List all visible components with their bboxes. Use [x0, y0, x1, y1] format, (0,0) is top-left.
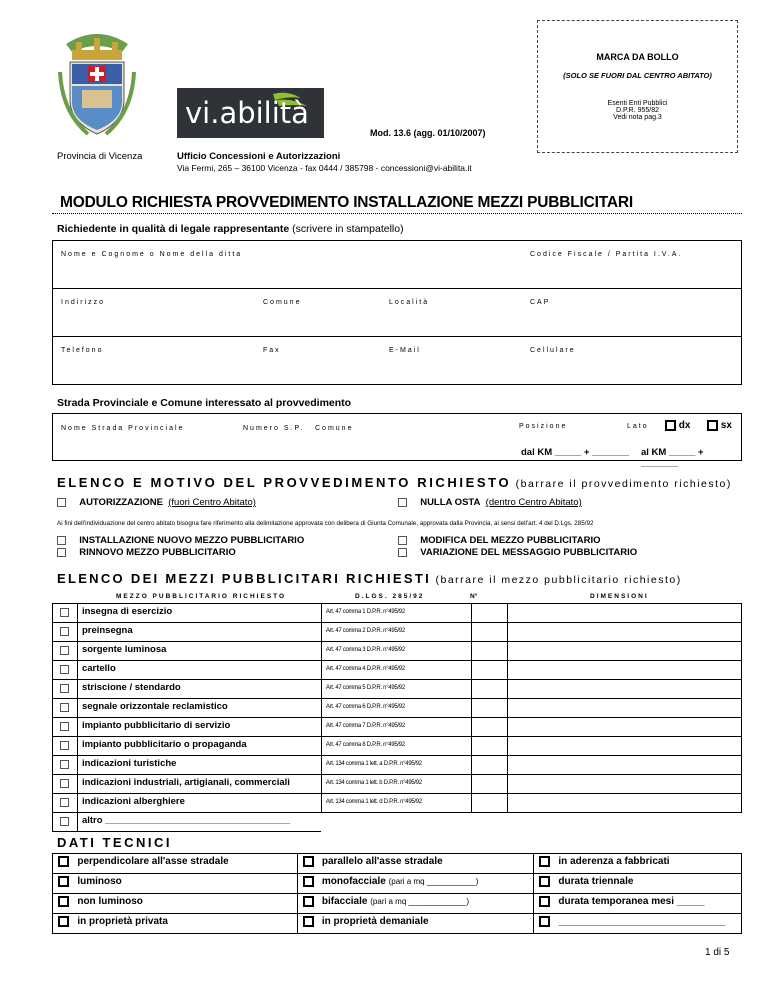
quantity-field[interactable] — [471, 699, 508, 718]
to-km-field[interactable]: al KM _____ + _______ — [641, 447, 704, 469]
mezzo-reference: Art. 47 comma 2 D.P.R. n°495/92 — [321, 623, 471, 642]
road-heading: Strada Provinciale e Comune interessato al provvedimento — [57, 397, 352, 409]
r2b: monofacciale — [321, 876, 386, 888]
opt2-label: RINNOVO MEZZO PUBBLICITARIO — [79, 547, 236, 558]
title-underline — [52, 213, 742, 214]
address-field-label[interactable]: Indirizzo — [61, 299, 106, 306]
page-title: MODULO RICHIESTA PROVVEDIMENTO INSTALLAZIONE MEZZI PUBBLICITARI — [60, 194, 633, 211]
motivo-title: ELENCO E MOTIVO DEL PROVVEDIMENTO RICHIESTO — [57, 475, 512, 490]
mezzo-reference: Art. 47 comma 1 D.P.R. n°495/92 — [321, 604, 471, 623]
r2-note: (pari a mq ___________) — [388, 877, 479, 887]
mezzo-checkbox[interactable] — [53, 756, 78, 775]
table-row — [53, 737, 742, 756]
cf-field-label[interactable]: Codice Fiscale / Partita I.V.A. — [530, 251, 683, 258]
r2c: durata triennale — [558, 876, 634, 888]
localita-field-label[interactable]: Località — [389, 299, 430, 306]
mezzo-checkbox[interactable] — [53, 661, 78, 680]
stamp-note-2: D.P.R. 955/82 — [615, 107, 660, 114]
renew-option[interactable] — [57, 547, 236, 558]
mezzo-checkbox[interactable] — [53, 680, 78, 699]
email-field-label[interactable]: E-Mail — [389, 347, 421, 354]
mezzi-table — [52, 603, 742, 832]
road-box — [52, 413, 742, 469]
mezzo-reference: Art. 47 comma 8 D.P.R. n°495/92 — [321, 737, 471, 756]
private-property-option[interactable] — [53, 914, 298, 934]
mezzo-checkbox[interactable] — [53, 737, 78, 756]
mezzo-name: altro ___________________________________ — [77, 813, 321, 832]
nulla-label: NULLA OSTA — [420, 497, 481, 508]
dimensions-field[interactable] — [508, 680, 742, 699]
opt3-label: MODIFICA DEL MEZZO PUBBLICITARIO — [420, 535, 601, 546]
mezzo-name: impianto pubblicitario di servizio — [77, 718, 321, 737]
applicant-heading-note: (scrivere in stampatello) — [292, 223, 404, 235]
bifacial-option[interactable] — [297, 894, 534, 914]
quantity-field[interactable] — [471, 661, 508, 680]
dimensions-field[interactable] — [508, 775, 742, 794]
mezzo-name: indicazioni industriali, artigianali, commerciali — [77, 775, 321, 794]
opt4-label: VARIAZIONE DEL MESSAGGIO PUBBLICITARIO — [420, 547, 638, 558]
position-label: Posizione — [519, 423, 568, 430]
mezzo-reference — [321, 813, 471, 832]
table-row — [53, 775, 742, 794]
table-row — [53, 756, 742, 775]
mezzi-note: (barrare il mezzo pubblicitario richiesto) — [435, 574, 682, 586]
quantity-field[interactable] — [471, 756, 508, 775]
office-address: Via Fermi, 265 – 36100 Vicenza - fax 0444 / 385798 - concessioni@vi-abilita.it — [177, 163, 472, 173]
dx-checkbox[interactable] — [665, 420, 690, 431]
table-row — [53, 718, 742, 737]
mezzi-section-title — [57, 570, 682, 588]
road-name-label[interactable]: Nome Strada Provinciale — [61, 425, 185, 432]
new-install-option[interactable] — [57, 535, 304, 546]
r4c: ______________________________ — [558, 916, 726, 928]
stamp-subtitle: (SOLO SE FUORI DAL CENTRO ABITATO) — [563, 71, 712, 80]
mezzo-name: preinsegna — [77, 623, 321, 642]
mezzo-checkbox[interactable] — [53, 642, 78, 661]
state-property-option[interactable] — [297, 914, 534, 934]
mezzo-name: insegna di esercizio — [77, 604, 321, 623]
quantity-field[interactable] — [471, 680, 508, 699]
dimensions-field[interactable] — [508, 604, 742, 623]
table-row — [53, 623, 742, 642]
quantity-field[interactable] — [471, 623, 508, 642]
autorizzazione-option[interactable] — [57, 497, 256, 508]
triennial-option[interactable] — [534, 874, 742, 894]
dimensions-field[interactable] — [508, 756, 742, 775]
office-name: Ufficio Concessioni e Autorizzazioni — [177, 151, 341, 162]
stamp-box — [537, 20, 738, 153]
table-row — [53, 642, 742, 661]
quantity-field[interactable] — [471, 604, 508, 623]
dimensions-field[interactable] — [508, 737, 742, 756]
applicant-heading-bold: Richiedente in qualità di legale rappresentante — [57, 223, 290, 235]
r4a: in proprietà privata — [77, 916, 168, 928]
centro-abitato-info: Ai fini dell'individuazione del centro abitato bisogna fare riferimento alla delimitazione approvata con delibera di Giunta Comunale, approvata dalla Provincia, ai sensi dell'art. 4 del D.Lgs. 285/92 — [57, 520, 594, 527]
mezzo-name: segnale orizzontale reclamistico — [77, 699, 321, 718]
mezzo-checkbox[interactable] — [53, 623, 78, 642]
col-dim-header: DIMENSIONI — [590, 593, 649, 600]
mezzo-name: sorgente luminosa — [77, 642, 321, 661]
temporary-option[interactable] — [534, 894, 742, 914]
mezzo-reference: Art. 47 comma 3 D.P.R. n°495/92 — [321, 642, 471, 661]
mezzo-name: indicazioni turistiche — [77, 756, 321, 775]
mezzo-name: striscione / stendardo — [77, 680, 321, 699]
dati-table — [52, 853, 742, 934]
r3a: non luminoso — [77, 896, 143, 908]
monofacial-option[interactable] — [297, 874, 534, 894]
table-row — [53, 699, 742, 718]
mezzi-title: ELENCO DEI MEZZI PUBBLICITARI RICHIESTI — [57, 571, 432, 586]
comune-field-label[interactable]: Comune — [263, 299, 302, 306]
r3b: bifacciale — [321, 896, 368, 908]
r4b: in proprietà demaniale — [321, 916, 429, 928]
province-label: Provincia di Vicenza — [57, 151, 143, 162]
col-dlgs-header: D.LGS. 285/92 — [355, 593, 425, 600]
perpendicular-option[interactable] — [53, 854, 298, 874]
stamp-note-1: Esenti Enti Pubblici — [607, 100, 668, 107]
quantity-field[interactable] — [471, 813, 508, 832]
non-luminous-option[interactable] — [53, 894, 298, 914]
dimensions-field[interactable] — [508, 813, 742, 832]
road-comune-label[interactable]: Comune — [315, 425, 354, 432]
aut-label: AUTORIZZAZIONE — [79, 497, 163, 508]
table-row — [53, 680, 742, 699]
applicant-box — [52, 240, 742, 385]
mezzo-reference: Art. 134 comma 1 lett. d D.P.R. n°495/92 — [321, 794, 471, 813]
motivo-section-title — [57, 474, 732, 492]
mezzo-reference: Art. 134 comma 1 lett. a D.P.R. n°495/92 — [321, 756, 471, 775]
page-number: 1 di 5 — [705, 947, 730, 958]
mezzo-reference: Art. 47 comma 7 D.P.R. n°495/92 — [321, 718, 471, 737]
variation-option[interactable] — [398, 547, 637, 558]
mobile-field-label[interactable]: Cellulare — [530, 347, 576, 354]
table-row — [53, 604, 742, 623]
quantity-field[interactable] — [471, 737, 508, 756]
mezzo-reference: Art. 47 comma 6 D.P.R. n°495/92 — [321, 699, 471, 718]
applicant-heading — [57, 223, 404, 235]
opt1-label: INSTALLAZIONE NUOVO MEZZO PUBBLICITARIO — [79, 535, 305, 546]
table-row — [53, 661, 742, 680]
mezzo-checkbox[interactable] — [53, 813, 78, 832]
quantity-field[interactable] — [471, 642, 508, 661]
adherence-option[interactable] — [534, 854, 742, 874]
mezzo-name: impianto pubblicitario o propaganda — [77, 737, 321, 756]
dimensions-field[interactable] — [508, 794, 742, 813]
other-option[interactable] — [534, 914, 742, 934]
table-row — [53, 794, 742, 813]
quantity-field[interactable] — [471, 718, 508, 737]
quantity-field[interactable] — [471, 775, 508, 794]
r3c: durata temporanea mesi _____ — [558, 896, 705, 908]
nulla-note: (dentro Centro Abitato) — [485, 497, 582, 508]
dimensions-field[interactable] — [508, 699, 742, 718]
sx-checkbox[interactable] — [707, 420, 732, 431]
mezzo-checkbox[interactable] — [53, 699, 78, 718]
company-logo — [177, 88, 324, 138]
r1a: perpendicolare all'asse stradale — [77, 856, 229, 868]
mezzo-reference: Art. 47 comma 4 D.P.R. n°495/92 — [321, 661, 471, 680]
mezzo-checkbox[interactable] — [53, 718, 78, 737]
lato-label: Lato — [627, 423, 649, 430]
parallel-option[interactable] — [297, 854, 534, 874]
logo-text: vi.abilità — [185, 96, 309, 130]
quantity-field[interactable] — [471, 794, 508, 813]
dimensions-field[interactable] — [508, 661, 742, 680]
motivo-note: (barrare il provvedimento richiesto) — [515, 478, 732, 490]
cap-field-label[interactable]: CAP — [530, 299, 551, 306]
province-crest — [58, 22, 136, 140]
stamp-title: MARCA DA BOLLO — [596, 52, 679, 62]
sx-label: sx — [720, 420, 732, 432]
dimensions-field[interactable] — [508, 642, 742, 661]
mezzo-reference: Art. 47 comma 5 D.P.R. n°495/92 — [321, 680, 471, 699]
luminous-option[interactable] — [53, 874, 298, 894]
from-km-field[interactable]: dal KM _____ + _______ — [521, 447, 630, 458]
mezzo-checkbox[interactable] — [53, 604, 78, 623]
dati-title: DATI TECNICI — [57, 835, 172, 850]
r3-note: (pari a mq _____________) — [370, 897, 469, 907]
mod-label: Mod. 13.6 (agg. 01/10/2007) — [370, 128, 486, 138]
mezzo-reference: Art. 134 comma 1 lett. b D.P.R. n°495/92 — [321, 775, 471, 794]
r1c: in aderenza a fabbricati — [558, 856, 670, 868]
mezzo-checkbox[interactable] — [53, 794, 78, 813]
col-mezzo-header: MEZZO PUBBLICITARIO RICHIESTO — [116, 593, 287, 600]
table-row — [53, 813, 742, 832]
phone-field-label[interactable]: Telefono — [61, 347, 104, 354]
dimensions-field[interactable] — [508, 718, 742, 737]
r2a: luminoso — [77, 876, 122, 888]
mezzo-name: cartello — [77, 661, 321, 680]
stamp-note-3: Vedi nota pag.3 — [613, 114, 662, 121]
fax-field-label[interactable]: Fax — [263, 347, 281, 354]
modify-option[interactable] — [398, 535, 601, 546]
road-number-label[interactable]: Numero S.P. — [243, 425, 305, 432]
nulla-osta-option[interactable] — [398, 497, 582, 508]
dx-label: dx — [678, 420, 691, 432]
name-field-label[interactable]: Nome e Cognome o Nome della ditta — [61, 251, 243, 258]
col-n-header: N° — [470, 593, 478, 600]
dimensions-field[interactable] — [508, 623, 742, 642]
mezzo-name: indicazioni alberghiere — [77, 794, 321, 813]
mezzo-checkbox[interactable] — [53, 775, 78, 794]
r1b: parallelo all'asse stradale — [321, 856, 443, 868]
aut-note: (fuori Centro Abitato) — [168, 497, 256, 508]
